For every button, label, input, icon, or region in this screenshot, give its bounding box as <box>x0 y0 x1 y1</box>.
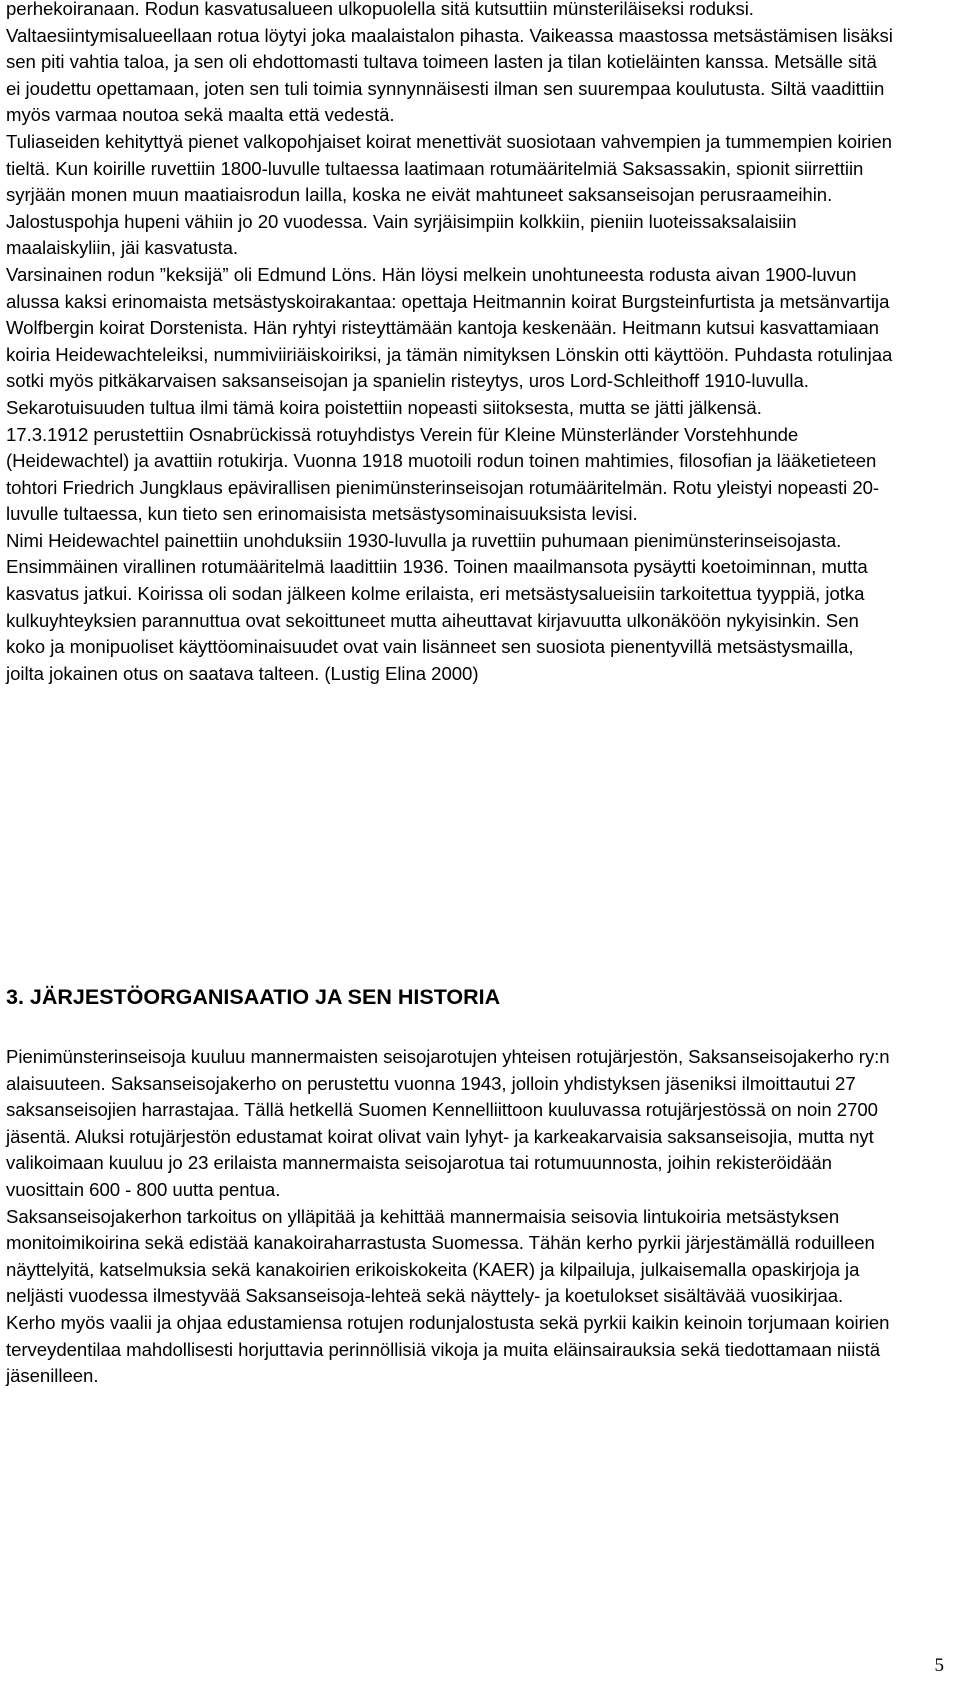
section-heading: 3. JÄRJESTÖORGANISAATIO JA SEN HISTORIA <box>6 985 501 1009</box>
body-text-section-1 <box>6 0 896 687</box>
paragraph: Nimi Heidewachtel painettiin unohduksiin 1930-luvulla ja ruvettiin puhumaan pienimünsterinseisojasta. Ensimmäinen virallinen rotumääritelmä laadittiin 1936. Toinen maailmansota pysäytti koetoiminnan, mutta kasvatus jatkui. Koirissa oli sodan jälkeen kolme erilaista, eri metsästysalueisiin tarkoitettua tyyppiä, jotka kulkuyhteyksien parannuttua ovat sekoittuneet mutta aiheuttavat kirjavuutta ulkonäköön nykyisinkin. Sen koko ja monipuoliset käyttöominaisuudet ovat vain lisänneet sen suosiota pienentyvillä metsästysmailla, joilta jokainen otus on saatava talteen. (Lustig Elina 2000) <box>6 529 868 684</box>
paragraph: Saksanseisojakerhon tarkoitus on ylläpitää ja kehittää mannermaisia seisovia lintukoiria metsästyksen monitoimikoirina sekä edistää kanakoiraharrastusta Suomessa. Tähän kerho pyrkii järjestämällä roduilleen näyttelyitä, katselmuksia sekä kanakoirien erikoiskokeita (KAER) ja kilpailuja, julkaisemalla opaskirjoja ja neljästi vuodessa ilmestyvää Saksanseisoja-lehteä sekä näyttely- ja koetulokset sisältävää vuosikirjaa. Kerho myös vaalii ja ohjaa edustamiensa rotujen rodunjalostusta sekä pyrkii kaikin keinoin torjumaan koirien terveydentilaa mahdollisesti horjuttavia perinnöllisiä vikoja ja muita eläinsairauksia sekä tiedottamaan niistä jäsenilleen. <box>6 1205 890 1387</box>
paragraph: perhekoiranaan. Rodun kasvatusalueen ulkopuolella sitä kutsuttiin münsteriläiseksi roduksi. <box>6 0 754 19</box>
body-text-section-2 <box>6 1044 896 1390</box>
paragraph: Varsinainen rodun ”keksijä” oli Edmund Löns. Hän löysi melkein unohtuneesta rodusta aivan 1900-luvun alussa kaksi erinomaista metsästyskoirakantaa: opettaja Heitmannin koirat Burgsteinfurtista ja metsänvartija Wolfbergin koirat Dorstenista. Hän ryhtyi risteyttämään kantoja keskenään. Heitmann kutsui kasvattamiaan koiria Heidewachteleiksi, nummiviiriäiskoiriksi, ja tämän nimityksen Lönskin otti käyttöön. Puhdasta rotulinjaa sotki myös pitkäkarvaisen saksanseisojan ja spanielin risteytys, uros Lord-Schleithoff 1910-luvulla. Sekarotuisuuden tultua ilmi tämä koira poistettiin nopeasti siitoksesta, mutta se jätti jälkensä. <box>6 263 893 418</box>
paragraph: Valtaesiintymisalueellaan rotua löytyi joka maalaistalon pihasta. Vaikeassa maastossa metsästämisen lisäksi sen piti vahtia taloa, ja sen oli ehdottomasti tultava toimeen lasten ja tilan kotieläinten kanssa. Metsälle sitä ei joudettu opettamaan, joten sen tuli toimia synnynnäisesti ilman sen suurempaa koulutusta. Siltä vaadittiin myös varmaa noutoa sekä maalta että vedestä. <box>6 24 893 126</box>
paragraph: Pienimünsterinseisoja kuuluu mannermaisten seisojarotujen yhteisen rotujärjestön, Saksanseisojakerho ry:n alaisuuteen. Saksanseisojakerho on perustettu vuonna 1943, jolloin yhdistyksen jäseniksi ilmoittautui 27 saksanseisojien harrastajaa. Tällä hetkellä Suomen Kennelliittoon kuuluvassa rotujärjestössä on noin 2700 jäsentä. Aluksi rotujärjestön edustamat koirat olivat vain lyhyt- ja karkeakarvaisia saksanseisojia, mutta nyt valikoimaan kuuluu jo 23 erilaista mannermaista seisojarotua tai rotumuunnosta, joihin rekisteröidään vuosittain 600 - 800 uutta pentua. <box>6 1046 890 1200</box>
page-number: 5 <box>934 1655 944 1676</box>
paragraph: 17.3.1912 perustettiin Osnabrückissä rotuyhdistys Verein für Kleine Münsterländer Vorstehhunde (Heidewachtel) ja avattiin rotukirja. Vuonna 1918 muotoili rodun toinen mahtimies, filosofian ja lääketieteen tohtori Friedrich Jungklaus epävirallisen pienimünsterinseisojan rotumääritelmän. Rotu yleistyi nopeasti 20-luvulle tultaessa, kun tieto sen erinomaisista metsästysominaisuuksista levisi. <box>6 423 880 525</box>
paragraph: Tuliaseiden kehityttyä pienet valkopohjaiset koirat menettivät suosiotaan vahvempien ja tummempien koirien tieltä. Kun koirille ruvettiin 1800-luvulle tultaessa laatimaan rotumääritelmiä Saksassakin, spionit siirrettiin syrjään monen muun maatiaisrodun lailla, koska ne eivät mahtuneet saksanseisojan perusraameihin. Jalostuspohja hupeni vähiin jo 20 vuodessa. Vain syrjäisimpiin kolkkiin, pieniin luoteissaksalaisiin maalaiskyliin, jäi kasvatusta. <box>6 130 892 259</box>
